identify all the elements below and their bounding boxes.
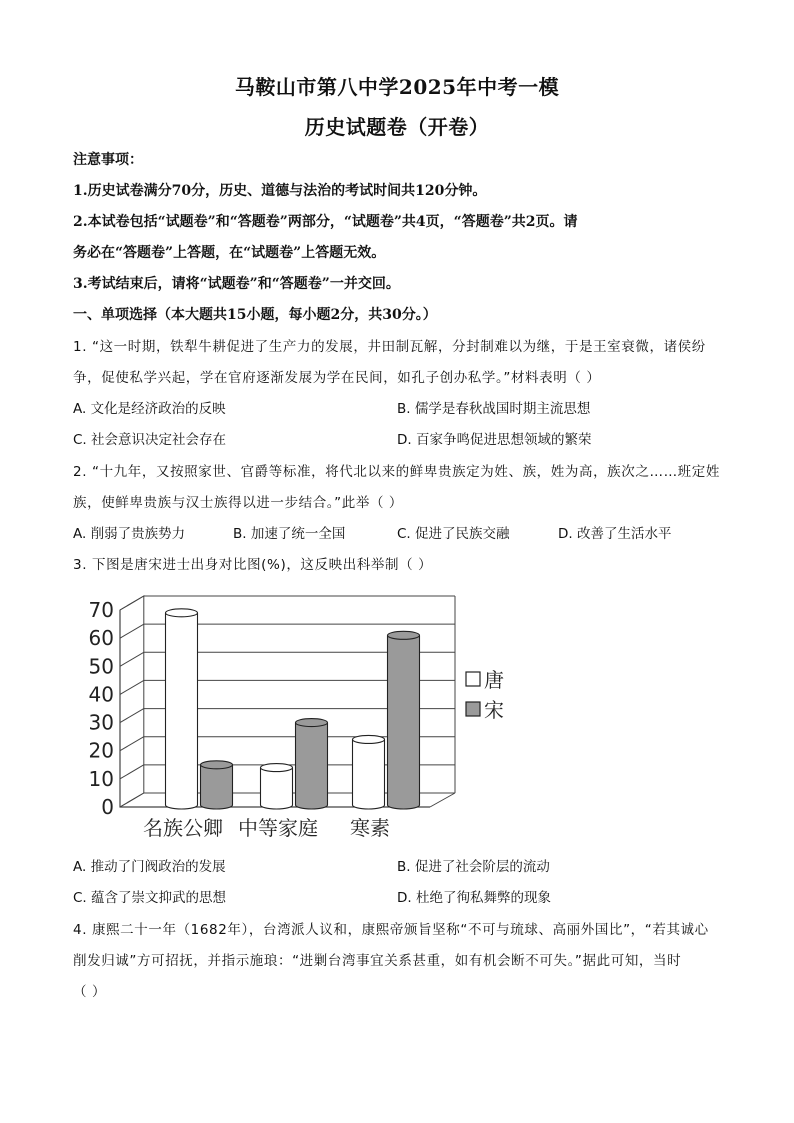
chart-side-wall [120,596,144,807]
legend-label: 唐 [484,668,504,692]
notice-item-3: 3.考试结束后，请将“试题卷”和“答题卷”一并交回。 [73,276,400,292]
legend-label: 宋 [484,698,504,722]
y-tick-label: 10 [88,766,114,791]
y-tick-label: 60 [88,626,114,651]
bar-宋-寒素 [388,635,420,809]
q1-option-d: D. 百家争鸣促进思想领域的繁荣 [397,432,592,448]
x-category-label: 名族公卿 [143,816,223,840]
page-title: 马鞍山市第八中学2025年中考一模 [234,75,560,99]
gridline-diagonal [120,680,144,694]
y-tick-label: 50 [88,654,114,679]
bar-top-唐-中等家庭 [261,764,293,772]
section-1-heading: 一、单项选择（本大题共15小题，每小题2分，共30分。） [73,307,437,323]
y-tick-label: 30 [88,710,114,735]
gridline-diagonal [120,596,144,610]
bar-唐-中等家庭 [261,768,293,809]
bar-唐-名族公卿 [166,613,198,809]
q4-stem-line-1: 4. 康熙二十一年（1682年），台湾派人议和，康熙帝颁旨坚称“不可与琉球、高丽外国比”，“若其诚心 [73,922,709,938]
q2-stem-line-1: 2. “十九年，又按照家世、官爵等标准，将代北以来的鲜卑贵族定为姓、族，姓为高，族次之……班定姓 [73,464,720,480]
chart-floor-edge [430,793,455,807]
q3-option-a: A. 推动了门阀政治的发展 [73,859,226,875]
tang-song-bar-chart [80,585,520,845]
q2-option-b: B. 加速了统一全国 [233,526,346,542]
q1-option-a: A. 文化是经济政治的反映 [73,401,226,417]
bar-top-宋-名族公卿 [201,761,233,769]
gridline-diagonal [120,793,144,807]
notice-item-2-line-1: 2.本试卷包括“试题卷”和“答题卷”两部分，“试题卷”共4页，“答题卷”共2页。请 [73,214,578,230]
notice-item-2-line-2: 务必在“答题卷”上答题，在“试题卷”上答题无效。 [73,245,386,261]
bar-唐-寒素 [353,739,385,809]
notice-heading: 注意事项： [73,152,143,168]
bar-top-唐-名族公卿 [166,609,198,617]
q3-option-b: B. 促进了社会阶层的流动 [397,859,550,875]
q3-stem-line-1: 3. 下图是唐宋进士出身对比图(%)，这反映出科举制（ ） [73,557,433,573]
q3-option-c: C. 蕴含了崇文抑武的思想 [73,890,227,906]
legend-swatch-唐 [466,672,480,686]
bar-宋-名族公卿 [201,765,233,809]
bar-top-唐-寒素 [353,735,385,743]
q3-option-d: D. 杜绝了徇私舞弊的现象 [397,890,551,906]
x-category-label: 寒素 [350,816,390,840]
q1-stem-line-2: 争，促使私学兴起，学在官府逐渐发展为学在民间，如孔子创办私学。”材料表明（ ） [73,370,601,386]
gridline-diagonal [120,624,144,638]
q2-stem-line-2: 族，使鲜卑贵族与汉士族得以进一步结合。”此举（ ） [73,495,404,511]
q2-option-c: C. 促进了民族交融 [397,526,510,542]
bar-宋-中等家庭 [296,723,328,809]
q2-option-d: D. 改善了生活水平 [558,526,672,542]
q1-option-b: B. 儒学是春秋战国时期主流思想 [397,401,591,417]
y-tick-label: 40 [88,682,114,707]
q1-stem-line-1: 1. “这一时期，铁犁牛耕促进了生产力的发展，井田制瓦解，分封制难以为继，于是王室衰微，诸侯纷 [73,339,706,355]
y-tick-label: 0 [101,795,114,819]
y-tick-label: 70 [88,598,114,622]
bar-top-宋-寒素 [388,631,420,639]
bar-top-宋-中等家庭 [296,719,328,727]
gridline-diagonal [120,709,144,723]
y-tick-label: 20 [88,738,114,763]
page-subtitle: 历史试题卷（开卷） [304,115,490,139]
legend-swatch-宋 [466,702,480,716]
q2-option-a: A. 削弱了贵族势力 [73,526,186,542]
notice-item-1: 1.历史试卷满分70分，历史、道德与法治的考试时间共120分钟。 [73,183,487,199]
x-category-label: 中等家庭 [238,816,318,840]
q1-option-c: C. 社会意识决定社会存在 [73,432,227,448]
gridline-diagonal [120,737,144,751]
gridline-diagonal [120,652,144,666]
q4-stem-line-3: （ ） [73,984,107,1000]
q4-stem-line-2: 削发归诚”方可招抚，并指示施琅：“进剿台湾事宜关系甚重，如有机会断不可失。”据此可知，当时 [73,953,682,969]
gridline-diagonal [120,765,144,779]
